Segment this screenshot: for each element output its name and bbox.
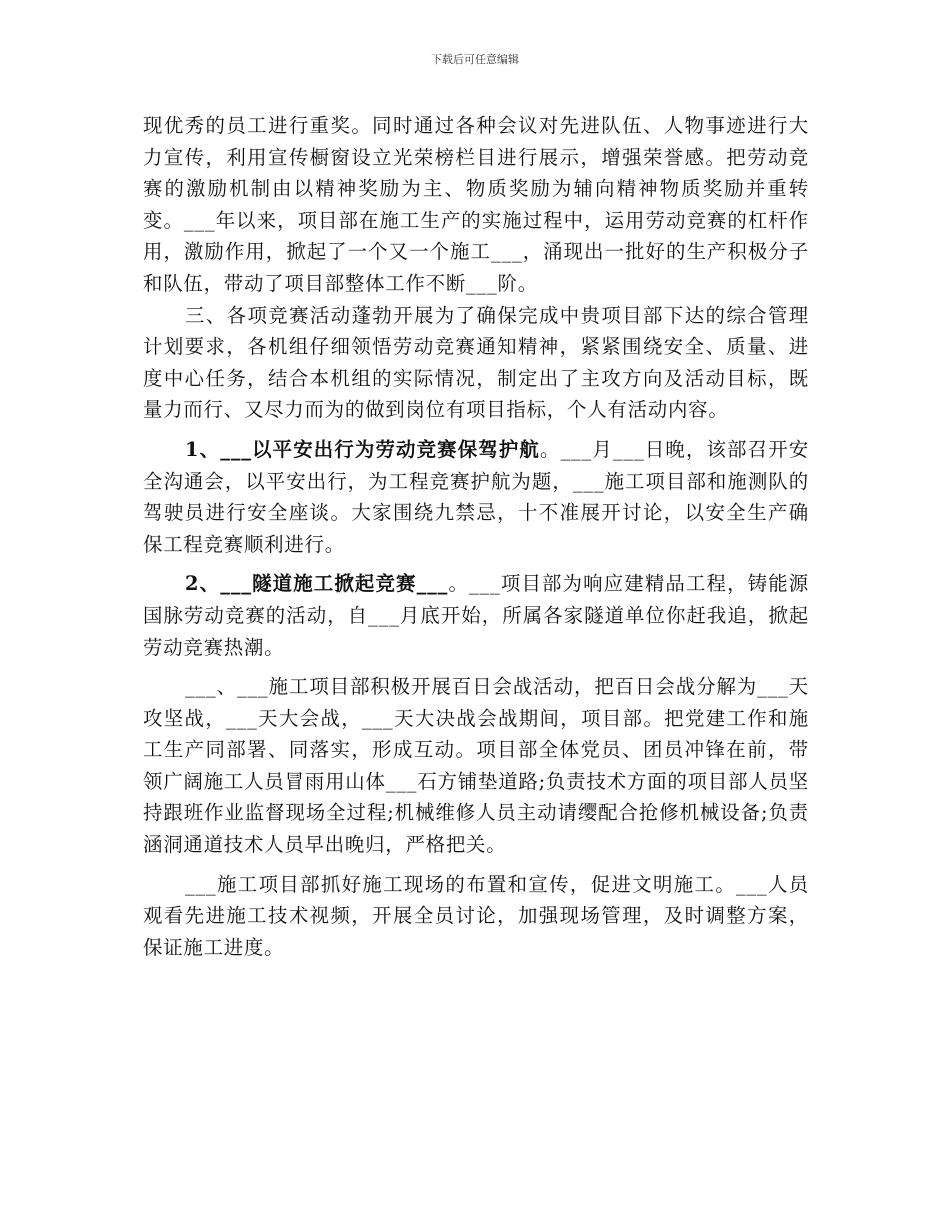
paragraph-4-text: 。___项目部为响应建精品工程，铸能源国脉劳动竞赛的活动，自___月底开始，所属各家隧道单位你赶我追，掀起劳动竞赛热潮。: [143, 572, 809, 659]
document-body: [143, 110, 809, 963]
page-header: 下载后可任意编辑: [431, 53, 519, 66]
paragraph-4: [143, 568, 809, 663]
paragraph-2: 三、各项竞赛活动蓬勃开展为了确保完成中贵项目部下达的综合管理计划要求，各机组仔细领悟劳动竞赛通知精神，紧紧围绕安全、质量、进度中心任务，结合本机组的实际情况，制定出了主攻方向及活动目标，既量力而行、又尽力而为的做到岗位有项目指标，个人有活动内容。: [143, 303, 809, 422]
section-heading-1: 1、___以平安出行为劳动竞赛保驾护航: [185, 437, 540, 461]
section-heading-2: 2、___隧道施工掀起竞赛___: [185, 572, 449, 596]
paragraph-1: 现优秀的员工进行重奖。同时通过各种会议对先进队伍、人物事迹进行大力宣传，利用宣传橱窗设立光荣榜栏目进行展示，增强荣誉感。把劳动竞赛的激励机制由以精神奖励为主、物质奖励为辅向精神物质奖励并重转变。___年以来，项目部在施工生产的实施过程中，运用劳动竞赛的杠杆作用，激励作用，掀起了一个又一个施工___，涌现出一批好的生产积极分子和队伍，带动了项目部整体工作不断___阶。: [143, 114, 809, 295]
paragraph-5: ___、___施工项目部积极开展百日会战活动，把百日会战分解为___天攻坚战，___天大会战，___天大决战会战期间，项目部。把党建工作和施工生产同部署、同落实，形成互动。项目部全体党员、团员冲锋在前，带领广阔施工人员冒雨用山体___石方铺垫道路;负责技术方面的项目部人员坚持跟班作业监督现场全过程;机械维修人员主动请缨配合抢修机械设备;负责涵洞通道技术人员早出晚归，严格把关。: [143, 675, 809, 857]
paragraph-3: [143, 434, 809, 560]
paragraph-6: ___施工项目部抓好施工现场的布置和宣传，促进文明施工。___人员观看先进施工技术视频，开展全员讨论，加强现场管理，及时调整方案，保证施工进度。: [143, 872, 809, 959]
paragraph-3-text: 。___月___日晚，该部召开安全沟通会，以平安出行，为工程竞赛护航为题，___施工项目部和施测队的驾驶员进行安全座谈。大家围绕九禁忌，十不准展开讨论，以安全生产确保工程竞赛顺利进行。: [143, 437, 809, 556]
